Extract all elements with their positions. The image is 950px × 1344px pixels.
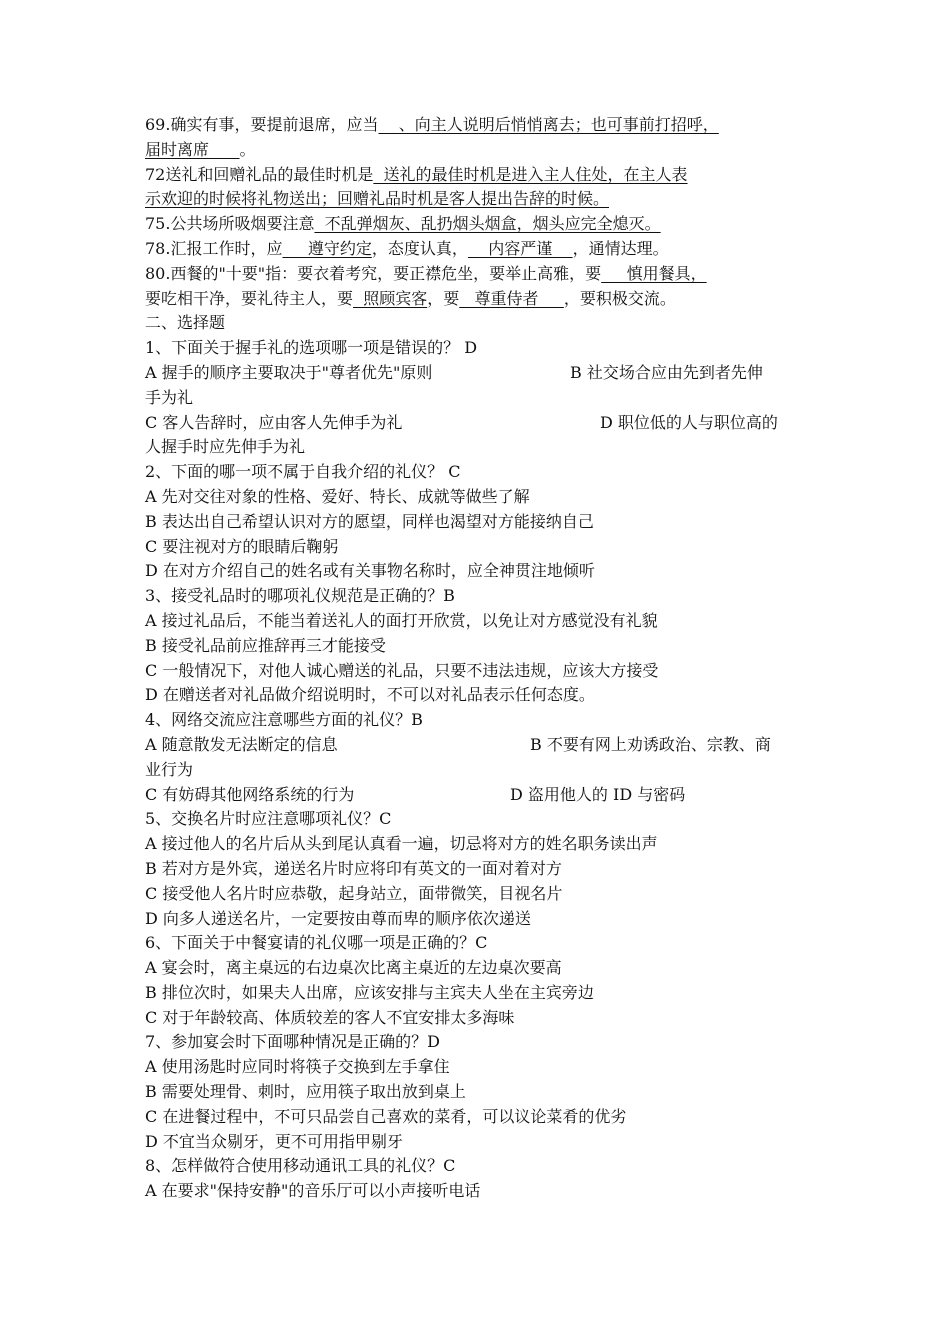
q80-line-2: [145, 287, 810, 312]
question-stem-text: 3、接受礼品时的哪项礼仪规范是正确的？B: [145, 586, 455, 606]
option-line: [145, 1105, 810, 1130]
option-line: [145, 733, 810, 758]
option-line: [145, 535, 810, 560]
document-body: [145, 113, 810, 1204]
q78-text-3: ，通情达理。: [572, 238, 669, 258]
q78-answer-blank-2: 内容严谨: [467, 238, 573, 258]
question-stem: [145, 708, 810, 733]
q80-text: 80.西餐的"十要"指：要衣着考究，要正襟危坐，要举止高雅，要: [145, 263, 602, 283]
option-text: B 若对方是外宾，递送名片时应将印有英文的一面对着对方: [145, 858, 562, 878]
question-stem: [145, 931, 810, 956]
option-line: [145, 857, 810, 882]
option-line: [145, 1080, 810, 1105]
option-line: [145, 1179, 810, 1204]
question-stem-text: 7、参加宴会时下面哪种情况是正确的？D: [145, 1032, 441, 1052]
option-line: [145, 435, 810, 460]
question-stem-text: 2、下面的哪一项不属于自我介绍的礼仪？ C: [145, 462, 461, 482]
option-text: A 接过礼品后，不能当着送礼人的面打开欣赏，以免让对方感觉没有礼貌: [145, 610, 658, 630]
q80-line-1: [145, 262, 810, 287]
option-line: [145, 956, 810, 981]
option-line: [145, 832, 810, 857]
option-text: A 在要求"保持安静"的音乐厅可以小声接听电话: [145, 1181, 481, 1201]
option-text: D 不宜当众剔牙，更不可用指甲剔牙: [145, 1131, 403, 1151]
option-line: [145, 510, 810, 535]
section-title-text: 二、选择题: [145, 313, 226, 333]
option-line: [145, 907, 810, 932]
option-text: C 有妨碍其他网络系统的行为: [145, 784, 355, 804]
option-line: [145, 1055, 810, 1080]
option-line: [145, 634, 810, 659]
q72-answer-blank: 送礼的最佳时机是进入主人住处，在主人表: [373, 164, 688, 184]
option-line: [145, 683, 810, 708]
option-line: [145, 758, 810, 783]
question-stem-text: 6、下面关于中餐宴请的礼仪哪一项是正确的？C: [145, 933, 488, 953]
option-text: D 职位低的人与职位高的: [600, 412, 778, 432]
question-stem-text: 5、交换名片时应注意哪项礼仪？C: [145, 809, 392, 829]
q75-answer-blank: 不乱弹烟灰、乱扔烟头烟盒，烟头应完全熄灭。: [314, 214, 661, 234]
q75-line: [145, 212, 810, 237]
option-text: B 排位次时，如果夫人出席，应该安排与主宾夫人坐在主宾旁边: [145, 982, 594, 1002]
question-stem: [145, 336, 810, 361]
option-line: [145, 411, 810, 436]
q69-end: 。: [239, 139, 256, 159]
question-stem: [145, 584, 810, 609]
q78-answer-blank-1: 遵守约定: [282, 238, 372, 258]
option-text: C 一般情况下，对他人诚心赠送的礼品，只要不违法违规，应该大方接受: [145, 660, 659, 680]
option-text: D 在对方介绍自己的姓名或有关事物名称时，应全神贯注地倾听: [145, 561, 595, 581]
q80-text-2: 要吃相干净，要礼待主人，要: [145, 288, 354, 308]
q72-answer-blank-cont: 示欢迎的时候将礼物送出；回赠礼品时机是客人提出告辞的时候。: [145, 189, 610, 209]
q72-line-2: [145, 187, 810, 212]
option-text: C 在进餐过程中，不可只品尝自己喜欢的菜肴，可以议论菜肴的优劣: [145, 1106, 627, 1126]
q78-line: [145, 237, 810, 262]
option-line: [145, 609, 810, 634]
option-text: 业行为: [145, 759, 194, 779]
option-text: B 表达出自己希望认识对方的愿望，同样也渴望对方能接纳自己: [145, 511, 594, 531]
option-text: B 不要有网上劝诱政治、宗教、商: [530, 734, 771, 754]
option-text: B 需要处理骨、刺时，应用筷子取出放到桌上: [145, 1082, 466, 1102]
option-text: A 接过他人的名片后从头到尾认真看一遍，切忌将对方的姓名职务读出声: [145, 834, 658, 854]
option-line: [145, 783, 810, 808]
q69-answer-blank-cont: 届时离席: [145, 139, 240, 159]
option-text: C 接受他人名片时应恭敬，起身站立，面带微笑，目视名片: [145, 883, 563, 903]
option-text: B 接受礼品前应推辞再三才能接受: [145, 635, 386, 655]
q69-line-1: [145, 113, 810, 138]
option-line: [145, 485, 810, 510]
q72-line-1: [145, 163, 810, 188]
option-text: A 宴会时，离主桌远的右边桌次比离主桌近的左边桌次要高: [145, 958, 562, 978]
q72-text: 72送礼和回赠礼品的最佳时机是: [145, 164, 374, 184]
q80-answer-blank-1: 慎用餐具，: [601, 263, 707, 283]
option-text: A 握手的顺序主要取决于"尊者优先"原则: [145, 362, 433, 382]
question-stem-text: 4、网络交流应注意哪些方面的礼仪？B: [145, 710, 423, 730]
option-line: [145, 659, 810, 684]
option-text: D 盗用他人的 ID 与密码: [510, 784, 686, 804]
q75-text: 75.公共场所吸烟要注意: [145, 214, 315, 234]
option-text: 手为礼: [145, 387, 194, 407]
q80-answer-blank-2: 照顾宾客: [353, 288, 428, 308]
option-text: A 使用汤匙时应同时将筷子交换到左手拿住: [145, 1057, 450, 1077]
option-line: [145, 559, 810, 584]
option-text: D 在赠送者对礼品做介绍说明时，不可以对礼品表示任何态度。: [145, 685, 595, 705]
q78-text-2: ，态度认真，: [371, 238, 468, 258]
q69-line-2: [145, 138, 810, 163]
multiple-choice-list: [145, 336, 810, 1204]
section-title: [145, 311, 810, 336]
q69-answer-blank: 、向主人说明后悄悄离去；也可事前打招呼，: [378, 115, 719, 134]
option-text: A 先对交往对象的性格、爱好、特长、成就等做些了解: [145, 486, 530, 506]
q69-text: 69.确实有事，要提前退席，应当: [145, 115, 379, 134]
question-stem: [145, 460, 810, 485]
q80-text-3: ，要: [427, 288, 460, 308]
question-stem-text: 8、怎样做符合使用移动通讯工具的礼仪？C: [145, 1156, 456, 1176]
question-stem: [145, 1154, 810, 1179]
option-text: D 向多人递送名片，一定要按由尊而卑的顺序依次递送: [145, 908, 531, 928]
option-text: C 对于年龄较高、体质较差的客人不宜安排太多海味: [145, 1007, 515, 1027]
option-line: [145, 1130, 810, 1155]
option-text: C 客人告辞时，应由客人先伸手为礼: [145, 412, 403, 432]
q78-text: 78.汇报工作时，应: [145, 238, 283, 258]
option-line: [145, 981, 810, 1006]
question-stem: [145, 807, 810, 832]
question-stem: [145, 1030, 810, 1055]
option-text: B 社交场合应由先到者先伸: [570, 362, 763, 382]
q80-answer-blank-3: 尊重侍者: [459, 288, 564, 308]
question-stem-text: 1、下面关于握手礼的选项哪一项是错误的？ D: [145, 338, 478, 358]
option-line: [145, 1006, 810, 1031]
option-line: [145, 361, 810, 386]
option-line: [145, 386, 810, 411]
q80-text-4: ，要积极交流。: [563, 288, 676, 308]
option-text: C 要注视对方的眼睛后鞠躬: [145, 536, 339, 556]
option-line: [145, 882, 810, 907]
option-text: 人握手时应先伸手为礼: [145, 437, 306, 457]
option-text: A 随意散发无法断定的信息: [145, 734, 338, 754]
